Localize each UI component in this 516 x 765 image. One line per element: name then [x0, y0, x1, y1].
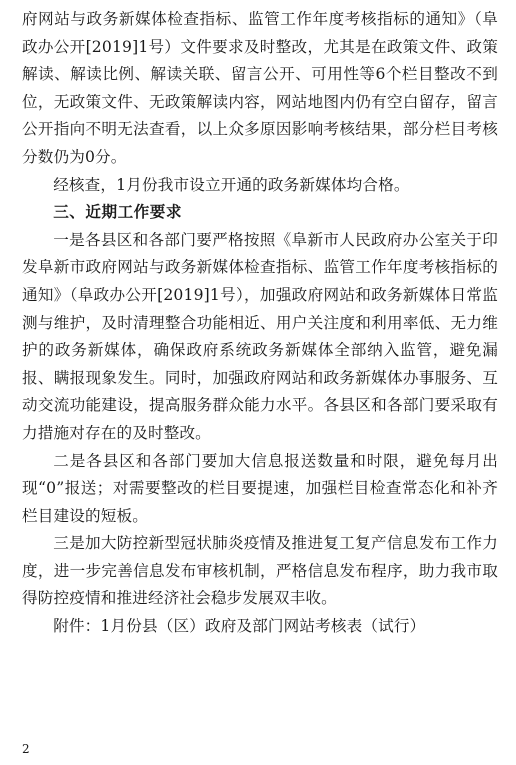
page-number: 2	[22, 742, 30, 756]
attachment-note: 附件：1月份县（区）政府及部门网站考核表（试行）	[53, 617, 426, 636]
paragraph-requirement-1: 一是各县区和各部门要严格按照《阜新市人民政府办公室关于印发阜新市政府网站与政务新媒体检查指标、监管工作年度考核指标的通知》（阜政办公开[2019]1号），加强政府网站和政务新媒体日常监测与维护，及时清理整合功能相近、用户关注度和利用率低、无力维护的政务新媒体，确保政府系统政务新媒体全部纳入监管，避免漏报、瞒报现象发生。同时，加强政府网站和政务新媒体办事服务、互动交流功能建设，提高服务群众能力水平。各县区和各部门要采取有力措施对存在的及时整改。	[22, 230, 498, 442]
paragraph-requirement-2: 二是各县区和各部门要加大信息报送数量和时限，避免每月出现“0”报送；对需要整改的栏目要提速，加强栏目检查常态化和补齐栏目建设的短板。	[22, 451, 498, 525]
section-heading: 三、近期工作要求	[53, 203, 182, 222]
paragraph-continuation: 府网站与政务新媒体检查指标、监管工作年度考核指标的通知》（阜政办公开[2019]1号）文件要求及时整改，尤其是在政策文件、政策解读、解读比例、解读关联、留言公开、可用性等6个栏目整改不到位，无政策文件、无政策解读内容，网站地图内仍有空白留存，留言公开指向不明无法查看，以上众多原因影响考核结果，部分栏目考核分数仍为0分。	[22, 10, 498, 166]
paragraph-verification: 经核查，1月份我市设立开通的政务新媒体均合格。	[53, 175, 410, 194]
paragraph-requirement-3: 三是加大防控新型冠状肺炎疫情及推进复工复产信息发布工作力度，进一步完善信息发布审核机制，严格信息发布程序，助力我市取得防控疫情和推进经济社会稳步发展双丰收。	[22, 534, 498, 608]
document-body	[22, 6, 498, 641]
